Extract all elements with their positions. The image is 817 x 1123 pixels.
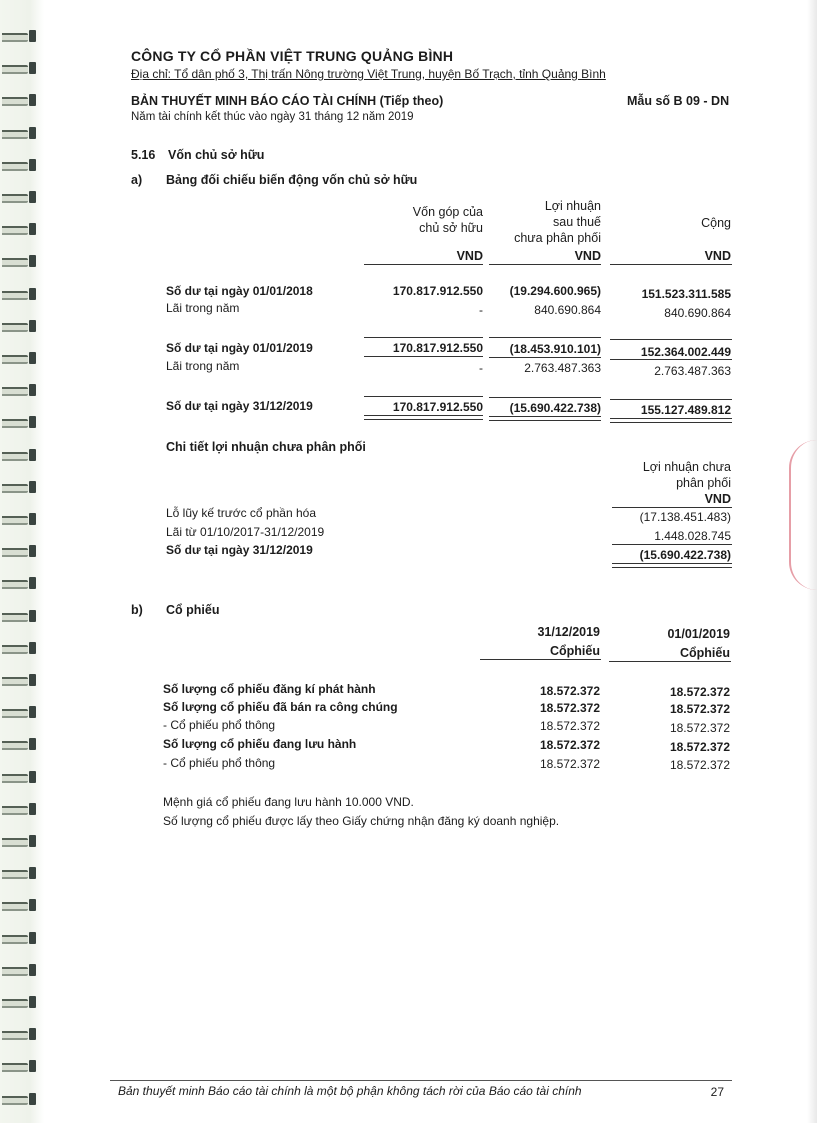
document-page: CÔNG TY CỔ PHẦN VIỆT TRUNG QUẢNG BÌNH Địa chỉ: Tổ dân phố 3, Thị trấn Nông trường Việt Trung, huyện Bố Trạch, tỉnh Quảng Bình BẢN THUYẾT MINH BÁO CÁO TÀI CHÍNH (Tiếp theo) Mẫu số B 09 - DN Năm tài chính kết thúc vào ngày 31 tháng 12 năm 2019 5.16 Vốn chủ sở hữu a) Bảng đối chiếu biến động vốn chủ sở hữu Vốn góp của chủ sở hữu Lợi nhuận sau thuế chưa phân phối Cộng VND VND VND Số dư tại ngày 01/01/2018 170.817.912.550 (19.294.600.965) 151.523.311.585 Lãi trong năm - 840.690.864 840.690.864 Số dư tại ngày 01/01/2019 170.817.912.550 (18.453.910.101) 152.364.002.449 Lãi trong năm - 2.763.487.363 2.763.487.363 Số dư tại ngày 31/12/2019 170.817.912.550 (15.690.422.738) 155.127.489.812 Chi tiết lợi nhuận chưa phân phối Lợi nhuận chưa phân phối VND Lỗ lũy kế trước cổ phần hóa (17.138.451.483) Lãi từ 01/10/2017-31/12/2019 1.448.028.745 Số dư tại ngày 31/12/2019 (15.690.422.738) b) Cổ phiếu 31/12/2019 01/01/2019 Cổphiếu Cổphiếu Số lượng cổ phiếu đăng kí phát hành 18.572.372 18.572.372 Số lượng cổ phiếu đã bán ra công chúng 18.572.372 18.572.372 - Cổ phiếu phổ thông 18.572.372 18.572.372 Số lượng cổ phiếu đang lưu hành 18.572.372 18.572.372 - Cổ phiếu phổ thông 18.572.372 18.572.372 Mệnh giá cổ phiếu đang lưu hành 10.000 VND. Số lượng cổ phiếu được lấy theo Giấy chứng nhận đăng ký doanh nghiệp. Bản thuyết minh Báo cáo tài chính là một bộ phận không tách rời của Báo cáo tài chính 27 bbox=[0, 0, 817, 1123]
binding-coil bbox=[2, 545, 40, 557]
binding-coil bbox=[2, 1028, 40, 1040]
detail-col-header: Lợi nhuận chưa phân phối bbox=[642, 460, 731, 490]
shares-col-date-2: 01/01/2019 bbox=[667, 627, 730, 641]
binding-coil bbox=[2, 706, 40, 718]
binding-coil bbox=[2, 738, 40, 750]
fiscal-year: Năm tài chính kết thúc vào ngày 31 tháng 12 năm 2019 bbox=[131, 111, 414, 123]
part-a-title: Bảng đối chiếu biến động vốn chủ sở hữu bbox=[166, 173, 418, 187]
note-share-source: Số lượng cổ phiếu được lấy theo Giấy chứng nhận đăng ký doanh nghiệp. bbox=[163, 814, 560, 828]
shares-col-date-1: 31/12/2019 bbox=[537, 625, 600, 639]
binding-coil bbox=[2, 610, 40, 622]
red-stamp-edge bbox=[789, 440, 817, 590]
unit-col3: VND bbox=[704, 249, 731, 263]
footer-text: Bản thuyết minh Báo cáo tài chính là một bộ phận không tách rời của Báo cáo tài chính bbox=[118, 1084, 582, 1098]
binding-coil bbox=[2, 30, 40, 42]
subtotal-underline-1 bbox=[364, 356, 483, 357]
binding-coil bbox=[2, 835, 40, 847]
section-title: Vốn chủ sở hữu bbox=[168, 148, 265, 162]
binding-coil bbox=[2, 1060, 40, 1072]
shares-col-unit-2: Cổphiếu bbox=[680, 646, 730, 660]
binding-coil bbox=[2, 191, 40, 203]
col-header-total: Cộng bbox=[701, 216, 731, 230]
binding-coil bbox=[2, 642, 40, 654]
subtotal-rule-1 bbox=[364, 337, 483, 338]
binding-coil bbox=[2, 94, 40, 106]
document-title: BẢN THUYẾT MINH BÁO CÁO TÀI CHÍNH (Tiếp theo) bbox=[131, 94, 444, 108]
detail-title: Chi tiết lợi nhuận chưa phân phối bbox=[166, 440, 366, 454]
detail-unit: VND bbox=[704, 492, 731, 506]
header-underline-2 bbox=[489, 264, 601, 265]
double-underline-3 bbox=[610, 418, 732, 423]
binding-coil bbox=[2, 513, 40, 525]
binding-coil bbox=[2, 577, 40, 589]
binding-coil bbox=[2, 1093, 40, 1105]
col-header-contributed-capital: Vốn góp của chủ sở hữu bbox=[412, 205, 483, 235]
unit-col2: VND bbox=[574, 249, 601, 263]
binding-coil bbox=[2, 899, 40, 911]
binding-coil bbox=[2, 352, 40, 364]
detail-header-underline bbox=[612, 507, 732, 508]
form-number: Mẫu số B 09 - DN bbox=[627, 94, 730, 108]
detail-double-underline bbox=[612, 563, 732, 568]
binding-coil bbox=[2, 964, 40, 976]
total-rule-2 bbox=[489, 397, 601, 398]
binding-coil bbox=[2, 255, 40, 267]
spiral-binding bbox=[0, 0, 44, 1123]
company-name: CÔNG TY CỔ PHẦN VIỆT TRUNG QUẢNG BÌNH bbox=[131, 48, 454, 64]
binding-coil bbox=[2, 416, 40, 428]
binding-coil bbox=[2, 932, 40, 944]
section-number: 5.16 bbox=[131, 148, 156, 162]
binding-coil bbox=[2, 384, 40, 396]
part-b-title: Cổ phiếu bbox=[166, 603, 220, 617]
double-underline-2 bbox=[489, 416, 601, 421]
binding-coil bbox=[2, 449, 40, 461]
part-a-marker: a) bbox=[131, 173, 143, 187]
binding-coil bbox=[2, 320, 40, 332]
binding-coil bbox=[2, 159, 40, 171]
shares-header-underline-2 bbox=[609, 661, 731, 662]
binding-coil bbox=[2, 771, 40, 783]
binding-coil bbox=[2, 867, 40, 879]
col-header-retained-earnings: Lợi nhuận sau thuế chưa phân phối bbox=[514, 199, 601, 245]
binding-coil bbox=[2, 288, 40, 300]
note-par-value: Mệnh giá cổ phiếu đang lưu hành 10.000 VND. bbox=[163, 795, 414, 809]
total-rule-1 bbox=[364, 396, 483, 397]
company-address: Địa chỉ: Tổ dân phố 3, Thị trấn Nông trường Việt Trung, huyện Bố Trạch, tỉnh Quảng Bình bbox=[131, 67, 606, 81]
subtotal-underline-2 bbox=[489, 357, 601, 358]
header-underline-1 bbox=[364, 264, 483, 265]
binding-coil bbox=[2, 803, 40, 815]
double-underline-1 bbox=[364, 415, 483, 420]
binding-coil bbox=[2, 62, 40, 74]
binding-coil bbox=[2, 996, 40, 1008]
unit-col1: VND bbox=[456, 249, 483, 263]
footer-rule bbox=[110, 1080, 732, 1081]
subtotal-rule-2 bbox=[489, 337, 601, 338]
shares-header-underline-1 bbox=[480, 659, 601, 660]
binding-coil bbox=[2, 481, 40, 493]
header-underline-3 bbox=[610, 264, 732, 265]
part-b-marker: b) bbox=[131, 603, 143, 617]
binding-coil bbox=[2, 223, 40, 235]
binding-coil bbox=[2, 127, 40, 139]
page-number: 27 bbox=[710, 1085, 724, 1099]
subtotal-rule-3 bbox=[610, 339, 732, 340]
subtotal-underline-3 bbox=[610, 359, 732, 360]
shares-col-unit-1: Cổphiếu bbox=[550, 644, 600, 658]
binding-coil bbox=[2, 674, 40, 686]
total-rule-3 bbox=[610, 399, 732, 400]
detail-total-rule bbox=[612, 544, 732, 545]
